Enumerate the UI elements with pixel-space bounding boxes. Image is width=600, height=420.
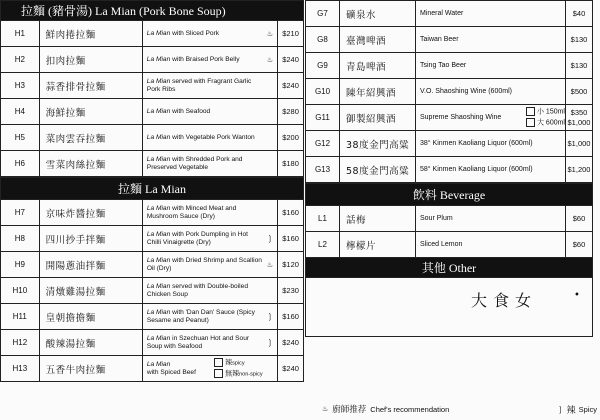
- item-name-en-rest: with Dried Shrimp and Scallion Oil (Dry): [146, 256, 262, 272]
- item-name-zh: 清燉雞湯拉麵: [39, 278, 142, 304]
- item-code: H10: [1, 278, 40, 304]
- item-name-en-italic: La Mian: [146, 55, 171, 63]
- drinks-menu-column: [305, 0, 592, 337]
- drink-item-row: [306, 131, 593, 157]
- chili-icon: ❳: [266, 312, 274, 321]
- item-name-en: Taiwan Beer: [416, 27, 566, 53]
- spice-options: [214, 358, 263, 379]
- item-name-en: [142, 99, 262, 125]
- item-code: G10: [306, 79, 340, 105]
- item-name-en-rest: with Braised Pork Belly: [170, 55, 240, 63]
- item-code: H8: [1, 226, 40, 252]
- item-price: $240: [278, 356, 304, 382]
- item-name-zh: 酸辣湯拉麵: [39, 330, 142, 356]
- item-code: L1: [306, 206, 340, 232]
- item-price: $240: [278, 73, 304, 99]
- item-price: $500: [566, 79, 593, 105]
- item-name-en: [416, 105, 566, 131]
- item-price: $1,200: [566, 157, 593, 183]
- menu-item-row: [1, 278, 304, 304]
- section-header-beverage: 飲料 Beverage: [306, 184, 593, 206]
- item-name-zh: 御製紹興酒: [340, 105, 416, 131]
- item-name-zh: 58度金門高粱: [340, 157, 416, 183]
- pot-icon: ♨: [266, 260, 274, 269]
- handwritten-dot: •: [574, 290, 580, 301]
- item-name-zh: 礦泉水: [340, 1, 416, 27]
- chili-icon: ❳: [266, 234, 274, 243]
- drinks-table: [305, 0, 593, 183]
- item-icon-cell: [263, 73, 278, 99]
- item-name-zh: 五香牛肉拉麵: [39, 356, 142, 382]
- item-name-zh: 臺灣啤酒: [340, 27, 416, 53]
- item-code: H3: [1, 73, 40, 99]
- item-name-en: [142, 304, 262, 330]
- price-large: $1,000: [567, 117, 591, 127]
- menu-item-row: [1, 73, 304, 99]
- nonspicy-option-en: non-spicy: [239, 370, 263, 377]
- item-name-zh: 蒜香排骨拉麵: [39, 73, 142, 99]
- menu-item-row: [1, 330, 304, 356]
- item-price: $60: [566, 206, 593, 232]
- item-code: H4: [1, 99, 40, 125]
- item-name-en: [142, 226, 262, 252]
- section-header-la-mian: 拉麵 La Mian: [1, 178, 304, 200]
- item-code: G13: [306, 157, 340, 183]
- item-name-zh: 海鮮拉麵: [39, 99, 142, 125]
- item-name-en-rest: with Pork Dumpling in Hot Chilli Vinaigrette (Dry): [146, 230, 248, 246]
- item-name-zh: 青島啤酒: [340, 53, 416, 79]
- item-name-en: [142, 356, 262, 382]
- item-code: H13: [1, 356, 40, 382]
- item-name-en-italic: La Mian: [146, 77, 171, 85]
- item-name-en: [142, 278, 262, 304]
- item-price: $1,000: [566, 131, 593, 157]
- item-name-zh: 話梅: [340, 206, 416, 232]
- legend-chef-en: Chef's recommendation: [370, 404, 450, 414]
- menu-item-row: [1, 47, 304, 73]
- drink-item-row: [306, 27, 593, 53]
- item-icon-cell: [263, 21, 278, 47]
- size-large-label: 600ml: [545, 118, 565, 126]
- item-name-en: 38° Kinmen Kaoliang Liquor (600ml): [416, 131, 566, 157]
- item-price: $210: [278, 21, 304, 47]
- large-size-checkbox[interactable]: [526, 118, 535, 127]
- chili-icon: ❳: [266, 338, 274, 347]
- item-icon-cell: [263, 99, 278, 125]
- menu-item-row: [1, 252, 304, 278]
- item-name-en: [142, 47, 262, 73]
- item-code: H12: [1, 330, 40, 356]
- item-name-en-rest: with Sliced Pork: [170, 29, 220, 37]
- item-price: $130: [566, 27, 593, 53]
- item-icon-cell: [263, 200, 278, 226]
- item-code: H6: [1, 151, 40, 177]
- item-code: H7: [1, 200, 40, 226]
- menu-item-row: [1, 226, 304, 252]
- item-name-en-italic: La Mian: [146, 204, 171, 212]
- item-price: $240: [278, 330, 304, 356]
- item-name-en-rest: with Vegetable Pork Wanton: [170, 133, 255, 141]
- menu-item-row: [1, 99, 304, 125]
- item-icon-cell: [263, 304, 278, 330]
- item-price: $180: [278, 151, 304, 177]
- item-icon-cell: [263, 125, 278, 151]
- item-price: $230: [278, 278, 304, 304]
- section-header-pork-bone-soup: 拉麵 (豬骨湯) La Mian (Pork Bone Soup): [1, 1, 304, 21]
- drink-item-row: [306, 79, 593, 105]
- item-name-en-rest: with Seafood: [170, 107, 211, 115]
- item-code: H11: [1, 304, 40, 330]
- item-name-zh: 開陽蔥油拌麵: [39, 252, 142, 278]
- item-name-en-rest: in Szechuan Hot and Sour Soup with Seafood: [146, 334, 250, 350]
- nonspicy-option-zh: 無辣: [225, 369, 240, 377]
- item-name-en: [142, 252, 262, 278]
- item-code: H5: [1, 125, 40, 151]
- pot-icon: ♨: [266, 29, 274, 38]
- item-name-zh: 皇朝擔擔麵: [39, 304, 142, 330]
- item-code: H9: [1, 252, 40, 278]
- item-price: $200: [278, 125, 304, 151]
- other-notes-area: [306, 278, 593, 337]
- legend-spicy-en: Spicy: [578, 404, 597, 414]
- item-code: G12: [306, 131, 340, 157]
- item-icon-cell: [263, 356, 278, 382]
- item-name-en-rest: with Shredded Pork and Preserved Vegetable: [146, 155, 243, 171]
- noodle-table-la-mian: [0, 177, 304, 382]
- item-price: [566, 105, 593, 131]
- chili-icon: ❳: [556, 404, 564, 414]
- item-name-zh: 鮮肉捲拉麵: [39, 21, 142, 47]
- noodle-menu-column: [0, 0, 304, 382]
- item-name-zh: 京味炸醬拉麵: [39, 200, 142, 226]
- item-name-en: V.O. Shaoshing Wine (600ml): [416, 79, 566, 105]
- item-name-en-rest: with Minced Meat and Mushroom Sauce (Dry): [146, 204, 237, 220]
- menu-item-row: [1, 21, 304, 47]
- menu-item-row: [1, 356, 304, 382]
- size-small-zh: 小: [536, 108, 544, 116]
- drink-item-row: [306, 232, 593, 258]
- pot-icon: ♨: [322, 406, 329, 413]
- item-name-zh: 四川抄手拌麵: [39, 226, 142, 252]
- item-icon-cell: [263, 330, 278, 356]
- item-code: H1: [1, 21, 40, 47]
- size-large-zh: 大: [536, 118, 544, 126]
- item-code: G9: [306, 53, 340, 79]
- legend-spicy: [557, 403, 597, 416]
- item-name-en-italic: La Mian: [146, 230, 171, 238]
- item-name-en-italic: La Mian: [146, 133, 171, 141]
- nonspicy-checkbox[interactable]: [214, 369, 223, 378]
- menu-item-row: [1, 125, 304, 151]
- item-code: G8: [306, 27, 340, 53]
- item-name-en-rest: with 'Dan Dan' Sauce (Spicy Sesame and Peanut): [146, 308, 255, 324]
- item-name-en-rest: with Spiced Beef: [146, 368, 196, 376]
- item-name-en: Tsing Tao Beer: [416, 53, 566, 79]
- legend-chef: [322, 403, 449, 415]
- menu-item-row: [1, 304, 304, 330]
- item-price: $280: [278, 99, 304, 125]
- item-name-en-italic: La Mian: [146, 107, 171, 115]
- item-code: G7: [306, 1, 340, 27]
- spicy-option-zh: 辣: [225, 359, 233, 367]
- beverage-table: [305, 183, 593, 337]
- item-name-en-italic: La Mian: [146, 282, 171, 290]
- drink-item-row: [306, 157, 593, 183]
- item-icon-cell: [263, 278, 278, 304]
- item-icon-cell: [263, 252, 278, 278]
- size-small-label: 150ml: [545, 108, 565, 116]
- item-name-en-text: Supreme Shaoshing Wine: [420, 113, 502, 121]
- item-name-zh: 扣肉拉麵: [39, 47, 142, 73]
- item-code: L2: [306, 232, 340, 258]
- item-price: $160: [278, 226, 304, 252]
- size-options: [526, 107, 565, 128]
- item-name-en: [142, 125, 262, 151]
- item-icon-cell: [263, 47, 278, 73]
- item-code: G11: [306, 105, 340, 131]
- item-price: $240: [278, 47, 304, 73]
- spicy-option-en: spicy: [232, 360, 245, 367]
- item-name-en: 58° Kinmen Kaoliang Liquor (600ml): [416, 157, 566, 183]
- item-name-zh: 38度金門高粱: [340, 131, 416, 157]
- menu-item-row: [1, 200, 304, 226]
- item-name-en: [142, 200, 262, 226]
- item-name-en-italic: La Mian: [146, 155, 171, 163]
- item-price: $130: [566, 53, 593, 79]
- item-name-en-rest: served with Double-boiled Chicken Soup: [146, 282, 248, 298]
- item-name-en: [142, 330, 262, 356]
- drink-item-row: [306, 206, 593, 232]
- item-name-zh: 陳年紹興酒: [340, 79, 416, 105]
- item-price: $60: [566, 232, 593, 258]
- item-name-en: Sour Plum: [416, 206, 566, 232]
- item-icon-cell: [263, 151, 278, 177]
- handwritten-note: 大食女: [471, 291, 538, 310]
- item-name-en-italic: La Mian: [146, 29, 171, 37]
- item-price: $160: [278, 304, 304, 330]
- item-name-en-italic: La Mian: [146, 360, 171, 368]
- noodle-table-pork-bone: [0, 0, 304, 177]
- item-name-en: [142, 151, 262, 177]
- item-name-en: [142, 73, 262, 99]
- price-small: $350: [570, 107, 588, 117]
- item-name-zh: 檸檬片: [340, 232, 416, 258]
- drink-item-row: [306, 53, 593, 79]
- item-name-en-italic: La Mian: [146, 256, 171, 264]
- spicy-checkbox[interactable]: [214, 358, 223, 367]
- item-code: H2: [1, 47, 40, 73]
- item-name-en-rest: served with Fragrant Garlic Pork Ribs: [146, 77, 252, 93]
- legend-chef-zh: 廚師推荐: [332, 405, 367, 415]
- pot-icon: ♨: [266, 55, 274, 64]
- item-name-en: Sliced Lemon: [416, 232, 566, 258]
- item-price: $160: [278, 200, 304, 226]
- drink-item-row: [306, 105, 593, 131]
- item-name-en-italic: La Mian: [146, 308, 171, 316]
- section-header-other: 其他 Other: [306, 258, 593, 278]
- item-price: $120: [278, 252, 304, 278]
- menu-item-row: [1, 151, 304, 177]
- item-name-en: [142, 21, 262, 47]
- drink-item-row: [306, 1, 593, 27]
- legend-spicy-zh: 辣: [566, 405, 576, 416]
- item-icon-cell: [263, 226, 278, 252]
- small-size-checkbox[interactable]: [526, 107, 535, 116]
- legend: [322, 400, 597, 418]
- item-name-en-italic: La Mian: [146, 334, 171, 342]
- item-price: $40: [566, 1, 593, 27]
- item-name-zh: 菜肉雲吞拉麵: [39, 125, 142, 151]
- item-name-en: Mineral Water: [416, 1, 566, 27]
- item-name-zh: 雪菜肉絲拉麵: [39, 151, 142, 177]
